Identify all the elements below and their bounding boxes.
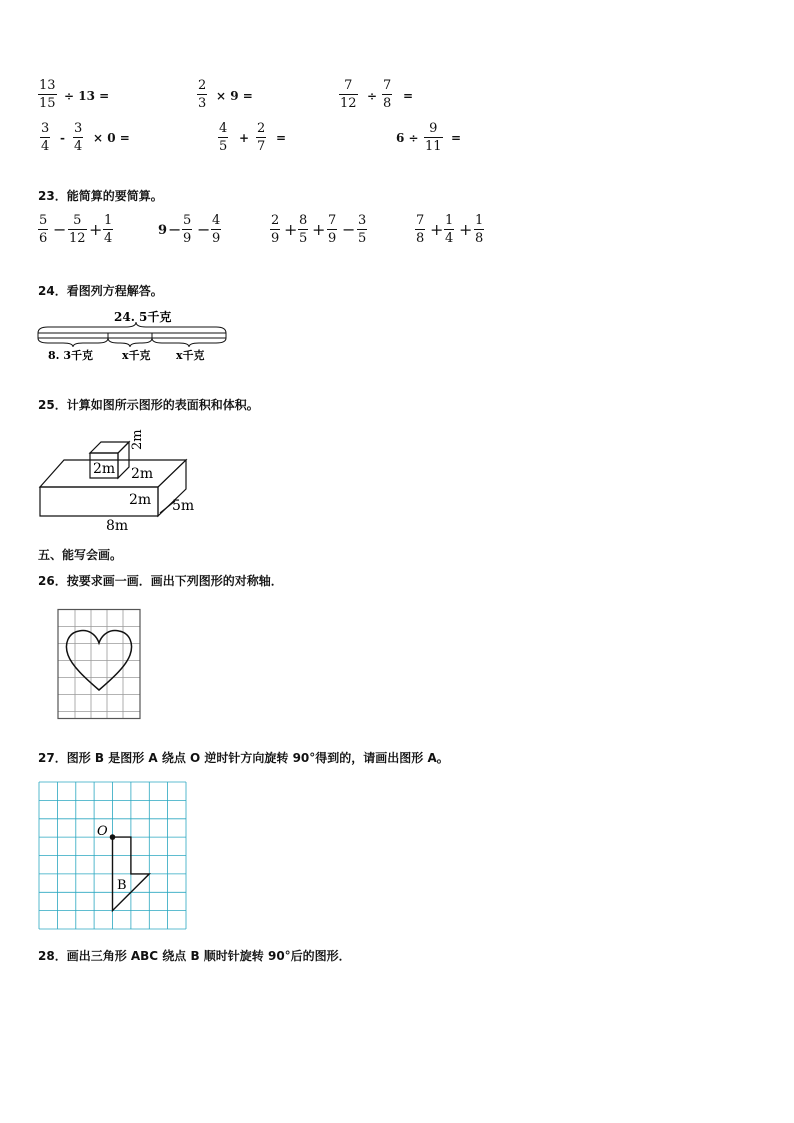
numerator: 1 — [475, 213, 484, 228]
denominator: 9 — [271, 231, 280, 246]
denominator: 3 — [198, 96, 207, 111]
fraction — [68, 213, 87, 246]
slab-front-label: 2m — [129, 492, 152, 508]
numerator: 4 — [212, 213, 221, 228]
numerator: 3 — [41, 121, 50, 136]
numerator: 9 — [429, 121, 438, 136]
fraction — [211, 213, 221, 246]
expression-lead: 6 ÷ — [396, 131, 419, 145]
operator: − — [197, 220, 211, 239]
grid-border — [58, 610, 140, 719]
fraction — [415, 213, 425, 246]
point-o-label: O — [97, 824, 108, 839]
expression-tail: = — [451, 131, 462, 145]
denominator: 6 — [39, 231, 48, 246]
section-5-title: 五、能写会画。 — [38, 548, 123, 562]
fraction — [103, 213, 113, 246]
operator: - — [60, 131, 65, 145]
expression-lead: 9 — [158, 223, 168, 238]
point-o — [110, 834, 116, 840]
question-26-title: 26．按要求画一画．画出下列图形的对称轴． — [38, 574, 283, 588]
figure-b-label: B — [117, 878, 127, 893]
cube-height-label: 2m — [130, 429, 145, 450]
fraction — [182, 213, 192, 246]
denominator: 5 — [219, 139, 228, 154]
numerator: 4 — [219, 121, 228, 136]
brace-part-3 — [152, 338, 226, 347]
fraction — [339, 78, 358, 111]
fraction — [327, 213, 337, 246]
numerator: 13 — [39, 78, 56, 93]
operator: − — [168, 220, 182, 239]
expression-tail: = — [403, 89, 414, 103]
numerator: 7 — [328, 213, 337, 228]
denominator: 4 — [104, 231, 113, 246]
denominator: 7 — [257, 139, 266, 154]
operator: ÷ — [367, 89, 378, 103]
numerator: 1 — [104, 213, 113, 228]
numerator: 8 — [299, 213, 308, 228]
numerator: 5 — [39, 213, 48, 228]
numerator: 3 — [358, 213, 367, 228]
cube-front-label: 2m — [93, 461, 116, 477]
fraction — [444, 213, 454, 246]
denominator: 4 — [41, 139, 50, 154]
numerator: 7 — [344, 78, 353, 93]
denominator: 8 — [383, 96, 392, 111]
denominator: 9 — [328, 231, 337, 246]
denominator: 11 — [425, 139, 442, 154]
operator: + — [430, 220, 444, 239]
numerator: 5 — [183, 213, 192, 228]
fraction — [424, 121, 443, 154]
slab-top-label: 2m — [131, 466, 154, 482]
fraction — [218, 121, 228, 154]
solid-figure — [36, 420, 206, 535]
expression-tail: × 0 = — [93, 131, 130, 145]
fraction — [197, 78, 207, 111]
operator: + — [312, 220, 326, 239]
brace-part-1 — [38, 338, 108, 347]
numerator: 2 — [257, 121, 266, 136]
denominator: 9 — [183, 231, 192, 246]
denominator: 8 — [416, 231, 425, 246]
fraction — [40, 121, 50, 154]
operator: + — [459, 220, 473, 239]
question-24-title: 24．看图列方程解答。 — [38, 284, 163, 298]
slab-length-label: 8m — [106, 518, 129, 534]
numerator: 7 — [383, 78, 392, 93]
question-25-title: 25．计算如图所示图形的表面积和体积。 — [38, 398, 259, 412]
operator: + — [284, 220, 298, 239]
numerator: 5 — [73, 213, 82, 228]
operator: − — [342, 220, 356, 239]
numerator: 2 — [198, 78, 207, 93]
part-1-label: 8. 3千克 — [48, 349, 93, 362]
expression-tail: = — [276, 131, 287, 145]
denominator: 15 — [39, 96, 56, 111]
operator: + — [239, 131, 250, 145]
expression-tail: × 9 = — [216, 89, 253, 103]
expression-tail: ÷ 13 = — [64, 89, 110, 103]
denominator: 5 — [358, 231, 367, 246]
fraction — [256, 121, 266, 154]
denominator: 9 — [212, 231, 221, 246]
operator: + — [89, 220, 103, 239]
total-label: 24. 5千克 — [114, 310, 172, 324]
question-27-title: 27．图形 B 是图形 A 绕点 O 逆时针方向旋转 90°得到的，请画出图形 A。 — [38, 751, 449, 765]
part-2-label: x千克 — [122, 349, 151, 362]
brace-part-2 — [108, 338, 152, 347]
denominator: 5 — [299, 231, 308, 246]
fraction — [38, 78, 57, 111]
numerator: 7 — [416, 213, 425, 228]
numerator: 1 — [445, 213, 454, 228]
question-23-title: 23．能简算的要简算。 — [38, 189, 163, 203]
denominator: 12 — [340, 96, 357, 111]
fraction — [382, 78, 392, 111]
denominator: 4 — [445, 231, 454, 246]
operator: − — [53, 220, 67, 239]
heart-grid — [55, 608, 145, 722]
fraction — [270, 213, 280, 246]
rotation-grid — [38, 781, 188, 933]
part-3-label: x千克 — [176, 349, 205, 362]
fraction — [38, 213, 48, 246]
fraction — [357, 213, 367, 246]
denominator: 8 — [475, 231, 484, 246]
numerator: 3 — [74, 121, 83, 136]
denominator: 4 — [74, 139, 83, 154]
fraction — [298, 213, 308, 246]
fraction — [474, 213, 484, 246]
fraction — [73, 121, 83, 154]
numerator: 2 — [271, 213, 280, 228]
denominator: 12 — [69, 231, 86, 246]
segment-diagram — [34, 305, 234, 367]
question-28-title: 28．画出三角形 ABC 绕点 B 顺时针旋转 90°后的图形． — [38, 949, 351, 963]
slab-depth-label: 5m — [172, 498, 195, 514]
